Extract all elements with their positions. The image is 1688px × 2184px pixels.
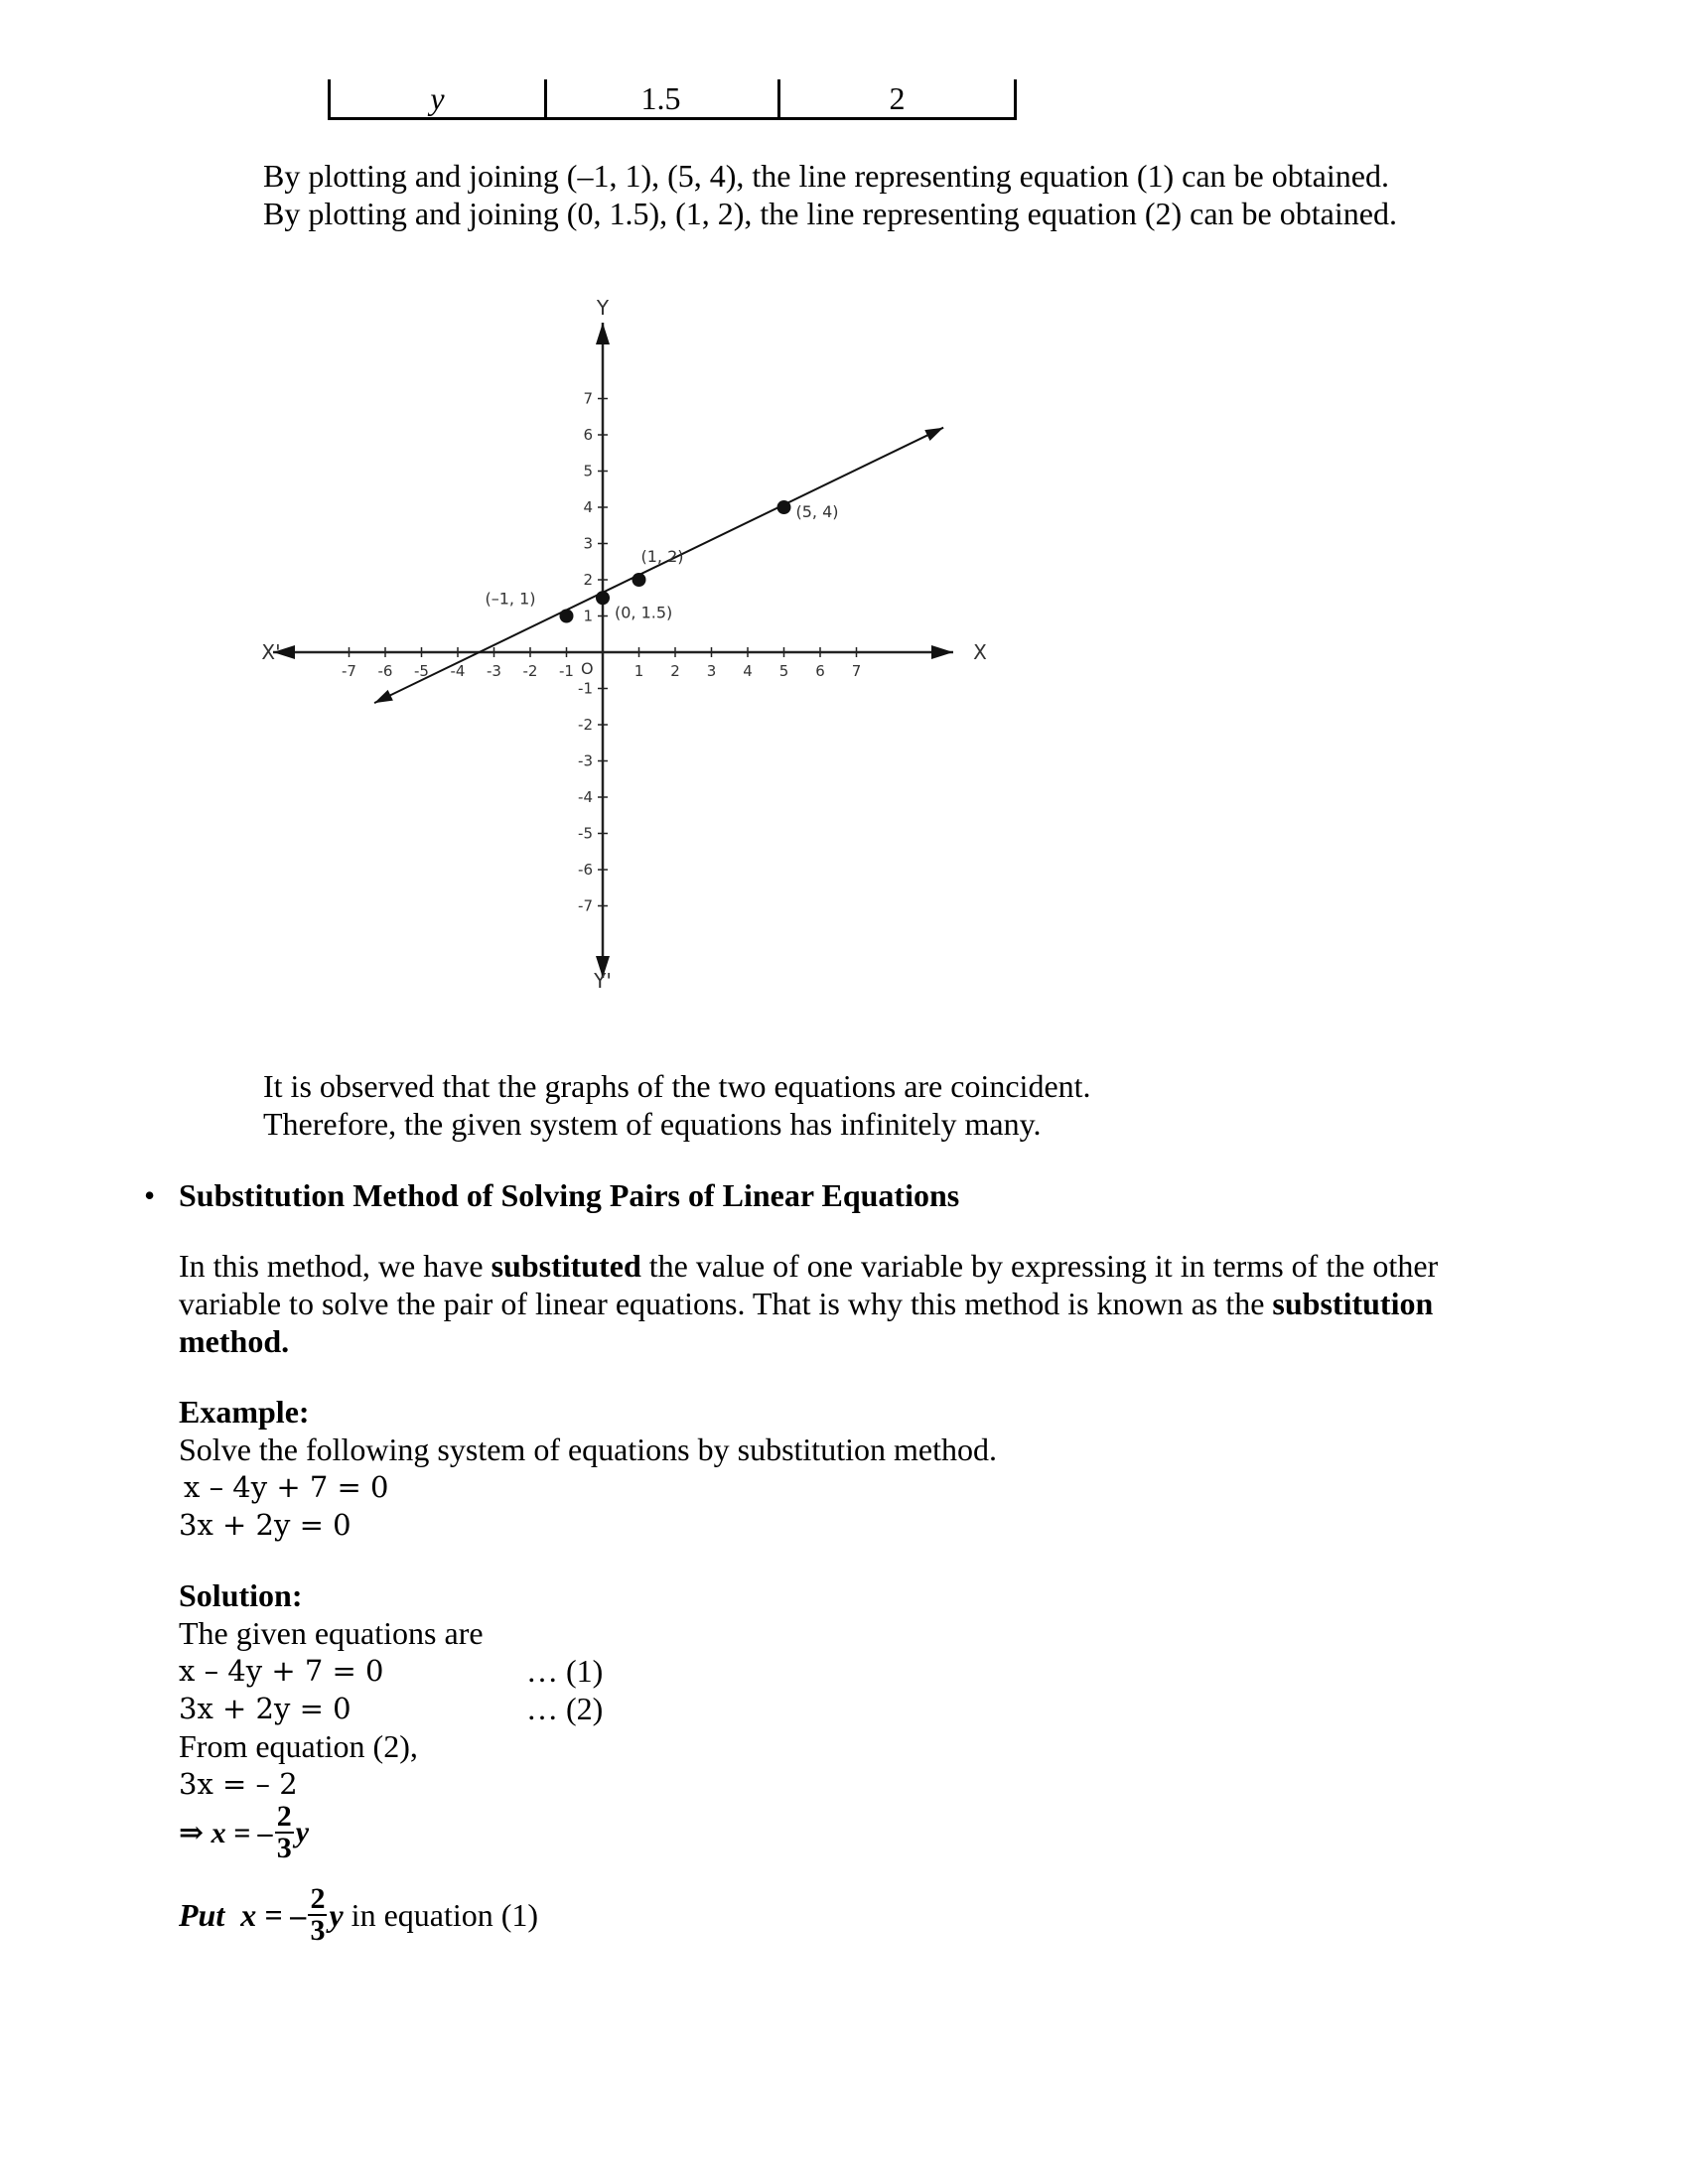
y-tick-label: 1 [583, 607, 593, 625]
y-tick-label: 2 [583, 571, 593, 589]
y-tick-label: 4 [583, 498, 593, 516]
y-tick-label: -3 [578, 751, 593, 770]
y-axis-arrow-up [596, 323, 610, 344]
x-tick-label: 2 [670, 662, 680, 680]
y-tick-label: -5 [578, 824, 593, 843]
fraction-denominator-2: 3 [310, 1914, 326, 1947]
solution-equation-2: 3x + 2y = 0 [179, 1692, 352, 1725]
x-tick-label: 6 [815, 662, 825, 680]
equation-tag-1: … (1) [526, 1653, 604, 1689]
conclusion-text: Therefore, the given system of equations has infinitely many. [263, 1106, 1042, 1142]
table-cell-value-1: 1.5 [544, 79, 780, 120]
intro-bold-substituted: substituted [491, 1248, 641, 1284]
x-tick-label: -1 [559, 662, 574, 680]
plot-instruction-2: By plotting and joining (0, 1.5), (1, 2), the line representing equation (2) can be obtained. [263, 196, 1397, 231]
x-neg-axis-label: X' [261, 640, 281, 664]
x-tick-label: 5 [778, 662, 789, 680]
line-arrow-end [924, 428, 943, 441]
variable-y-2: y [329, 1896, 344, 1933]
plotted-point [633, 573, 646, 587]
x-tick-label: -4 [450, 662, 466, 680]
bullet-marker: • [144, 1177, 156, 1213]
put-prefix: Put x = – [179, 1896, 307, 1933]
example-equation-1: x – 4y + 7 = 0 [184, 1470, 389, 1504]
y-tick-label: -6 [578, 861, 593, 879]
line-arrow-start [374, 690, 393, 703]
put-suffix: in equation (1) [343, 1896, 539, 1933]
equation-tag-2: … (2) [526, 1691, 604, 1726]
solution-label: Solution: [179, 1577, 303, 1613]
y-tick-label: 5 [583, 462, 593, 480]
intro-text-1c: the value of one variable by expressing it in terms of the other [640, 1248, 1439, 1284]
y-tick-label: -1 [578, 679, 593, 698]
section-heading: Substitution Method of Solving Pairs of Linear Equations [179, 1177, 960, 1213]
point-label: (0, 1.5) [615, 603, 673, 622]
intro-line-2 [179, 1285, 1433, 1322]
coordinate-graph [253, 293, 1008, 988]
x-tick-label: 1 [633, 662, 644, 680]
y-tick-label: 7 [583, 389, 593, 408]
observation-text: It is observed that the graphs of the two equations are coincident. [263, 1068, 1091, 1104]
x-tick-label: -7 [342, 662, 356, 680]
y-neg-axis-label: Y' [594, 969, 612, 988]
intro-text-1a: In this method, we have [179, 1248, 492, 1284]
example-prompt: Solve the following system of equations by substitution method. [179, 1432, 997, 1467]
intro-line-1 [179, 1247, 1438, 1285]
value-table [328, 79, 1023, 119]
y-tick-label: 3 [583, 534, 593, 553]
implies-expression [179, 1802, 309, 1863]
x-tick-label: 7 [851, 662, 862, 680]
plotted-point [596, 591, 610, 605]
x-axis-arrow-right [931, 645, 953, 659]
x-tick-label: 3 [706, 662, 717, 680]
table-cell-y: y [328, 79, 547, 120]
point-label: (5, 4) [795, 502, 839, 521]
implies-prefix: ⇒ x = – [179, 1816, 273, 1849]
fraction-two-thirds [275, 1802, 294, 1863]
plot-instruction-1: By plotting and joining (–1, 1), (5, 4), the line representing equation (1) can be obtained. [263, 158, 1389, 194]
variable-y: y [295, 1816, 310, 1848]
y-tick-label: -4 [578, 788, 593, 806]
x-tick-label: -6 [377, 662, 393, 680]
y-tick-label: -7 [578, 896, 593, 915]
x-tick-label: 4 [743, 662, 753, 680]
example-label: Example: [179, 1394, 310, 1430]
table-cell-value-2: 2 [780, 79, 1017, 120]
example-equation-2: 3x + 2y = 0 [179, 1508, 352, 1542]
point-label: (1, 2) [640, 547, 684, 566]
x-tick-label: -5 [414, 662, 429, 680]
solution-given: The given equations are [179, 1615, 484, 1651]
y-axis-label: Y [596, 296, 610, 320]
solution-from: From equation (2), [179, 1728, 418, 1764]
plotted-point [777, 500, 791, 514]
y-tick-label: -2 [578, 716, 593, 734]
solution-step: 3x = – 2 [179, 1767, 298, 1801]
origin-label: O [581, 659, 594, 678]
x-tick-label: -2 [522, 662, 538, 680]
intro-text-2a: variable to solve the pair of linear equations. That is why this method is known as the [179, 1286, 1273, 1321]
x-axis-label: X [973, 640, 987, 664]
fraction-two-thirds-2 [308, 1884, 327, 1946]
intro-bold-substitution: substitution [1272, 1286, 1434, 1321]
fraction-numerator-2: 2 [310, 1882, 326, 1915]
intro-line-3: method. [179, 1323, 290, 1359]
point-label: (–1, 1) [485, 589, 536, 609]
y-tick-label: 6 [583, 426, 593, 444]
fraction-numerator: 2 [276, 1800, 292, 1833]
put-expression [179, 1884, 538, 1946]
fraction-denominator: 3 [276, 1832, 292, 1864]
plotted-point [560, 610, 574, 623]
solution-equation-1: x – 4y + 7 = 0 [179, 1654, 384, 1688]
x-tick-label: -3 [487, 662, 501, 680]
